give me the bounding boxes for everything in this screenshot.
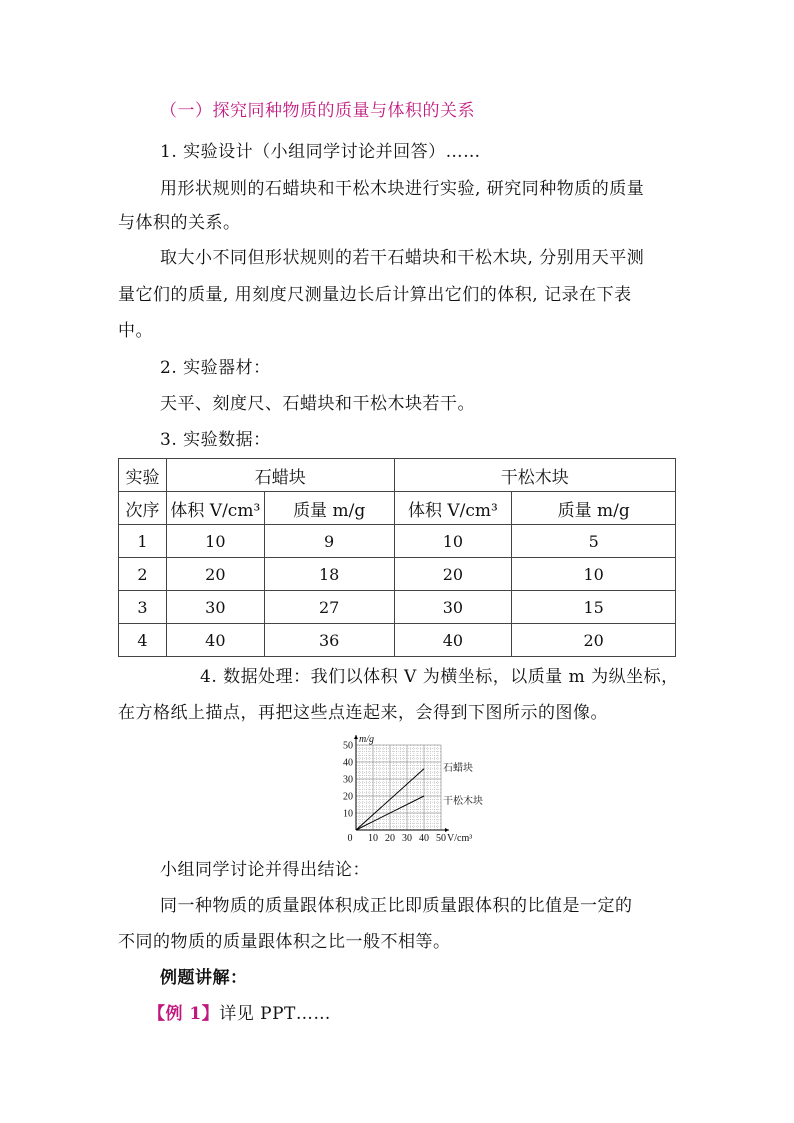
x-tick-label: 30 [402,833,412,844]
cell-n: 1 [119,525,167,558]
cell-va: 10 [166,525,264,558]
processing-line-2: 在方格纸上描点，再把这些点连起来，会得到下图所示的图像。 [118,703,608,723]
design-line-4: 量它们的质量, 用刻度尺测量边长后计算出它们的体积, 记录在下表 [118,285,632,305]
x-tick-label: 20 [385,833,395,844]
y-axis-arrow [354,735,358,739]
discussion-line-1: 小组同学讨论并得出结论： [160,860,370,880]
processing-line-1: 4. 数据处理：我们以体积 V 为横坐标，以质量 m 为纵坐标， [200,667,679,687]
equipment-heading: 2. 实验器材： [160,358,271,378]
table-row [119,591,676,624]
design-line-5: 中。 [118,321,153,341]
mass-a-header: 质量 m/g [264,492,394,525]
design-line-3: 取大小不同但形状规则的若干石蜡块和干松木块, 分别用天平测 [160,248,645,268]
data-heading: 3. 实验数据： [160,430,271,450]
cell-vb: 30 [394,591,512,624]
mass-b-header: 质量 m/g [512,492,676,525]
table-row [119,624,676,657]
y-tick-label: 40 [343,757,353,769]
design-heading: 1. 实验设计（小组同学讨论并回答）…… [160,142,481,162]
equipment-text: 天平、刻度尺、石蜡块和干松木块若干。 [160,394,475,414]
example-heading: 例题讲解： [160,968,248,988]
cell-va: 40 [166,624,264,657]
series-label-paraffin: 石蜡块 [443,762,473,774]
cell-ma: 9 [264,525,394,558]
cell-mb: 10 [512,558,676,591]
y-tick-label: 10 [343,808,353,820]
col0-top: 实验 [119,459,167,492]
x-tick-label: 10 [368,833,378,844]
y-tick-label: 20 [343,791,353,803]
cell-n: 2 [119,558,167,591]
cell-n: 3 [119,591,167,624]
group-b-header: 干松木块 [394,459,676,492]
cell-mb: 20 [512,624,676,657]
example-line [148,999,331,1024]
example-text: 详见 PPT…… [219,1004,331,1024]
table-row [119,558,676,591]
y-tick-label: 30 [343,774,353,786]
cell-vb: 40 [394,624,512,657]
y-axis-label: m/g [359,734,374,745]
section-title: （一）探究同种物质的质量与体积的关系 [160,101,475,121]
cell-vb: 20 [394,558,512,591]
y-tick-label: 50 [343,740,353,752]
design-line-1: 用形状规则的石蜡块和干松木块进行实验, 研究同种物质的质量 [160,179,645,199]
discussion-line-3: 不同的物质的质量跟体积之比一般不相等。 [118,932,451,952]
col0-bottom: 次序 [119,492,167,525]
cell-mb: 5 [512,525,676,558]
mass-volume-chart [336,732,486,848]
cell-ma: 27 [264,591,394,624]
x-axis-arrow [445,828,449,832]
chart-grid [356,745,441,830]
series-label-pine: 干松木块 [443,796,483,807]
vol-b-header: 体积 V/cm³ [394,492,512,525]
cell-mb: 15 [512,591,676,624]
x-axis-label: V/cm³ [447,833,473,844]
cell-ma: 18 [264,558,394,591]
table-row [119,525,676,558]
cell-va: 30 [166,591,264,624]
cell-vb: 10 [394,525,512,558]
x-tick-label: 0 [347,833,353,844]
x-tick-label: 50 [436,833,446,844]
example-tag: 【例 1】 [148,1004,220,1024]
design-line-2: 与体积的关系。 [118,213,241,233]
cell-n: 4 [119,624,167,657]
vol-a-header: 体积 V/cm³ [166,492,264,525]
discussion-line-2: 同一种物质的质量跟体积成正比即质量跟体积的比值是一定的 [160,896,633,916]
chart-axes [354,735,449,832]
group-a-header: 石蜡块 [166,459,394,492]
cell-ma: 36 [264,624,394,657]
cell-va: 20 [166,558,264,591]
x-tick-label: 40 [419,833,429,844]
data-table [118,458,676,657]
